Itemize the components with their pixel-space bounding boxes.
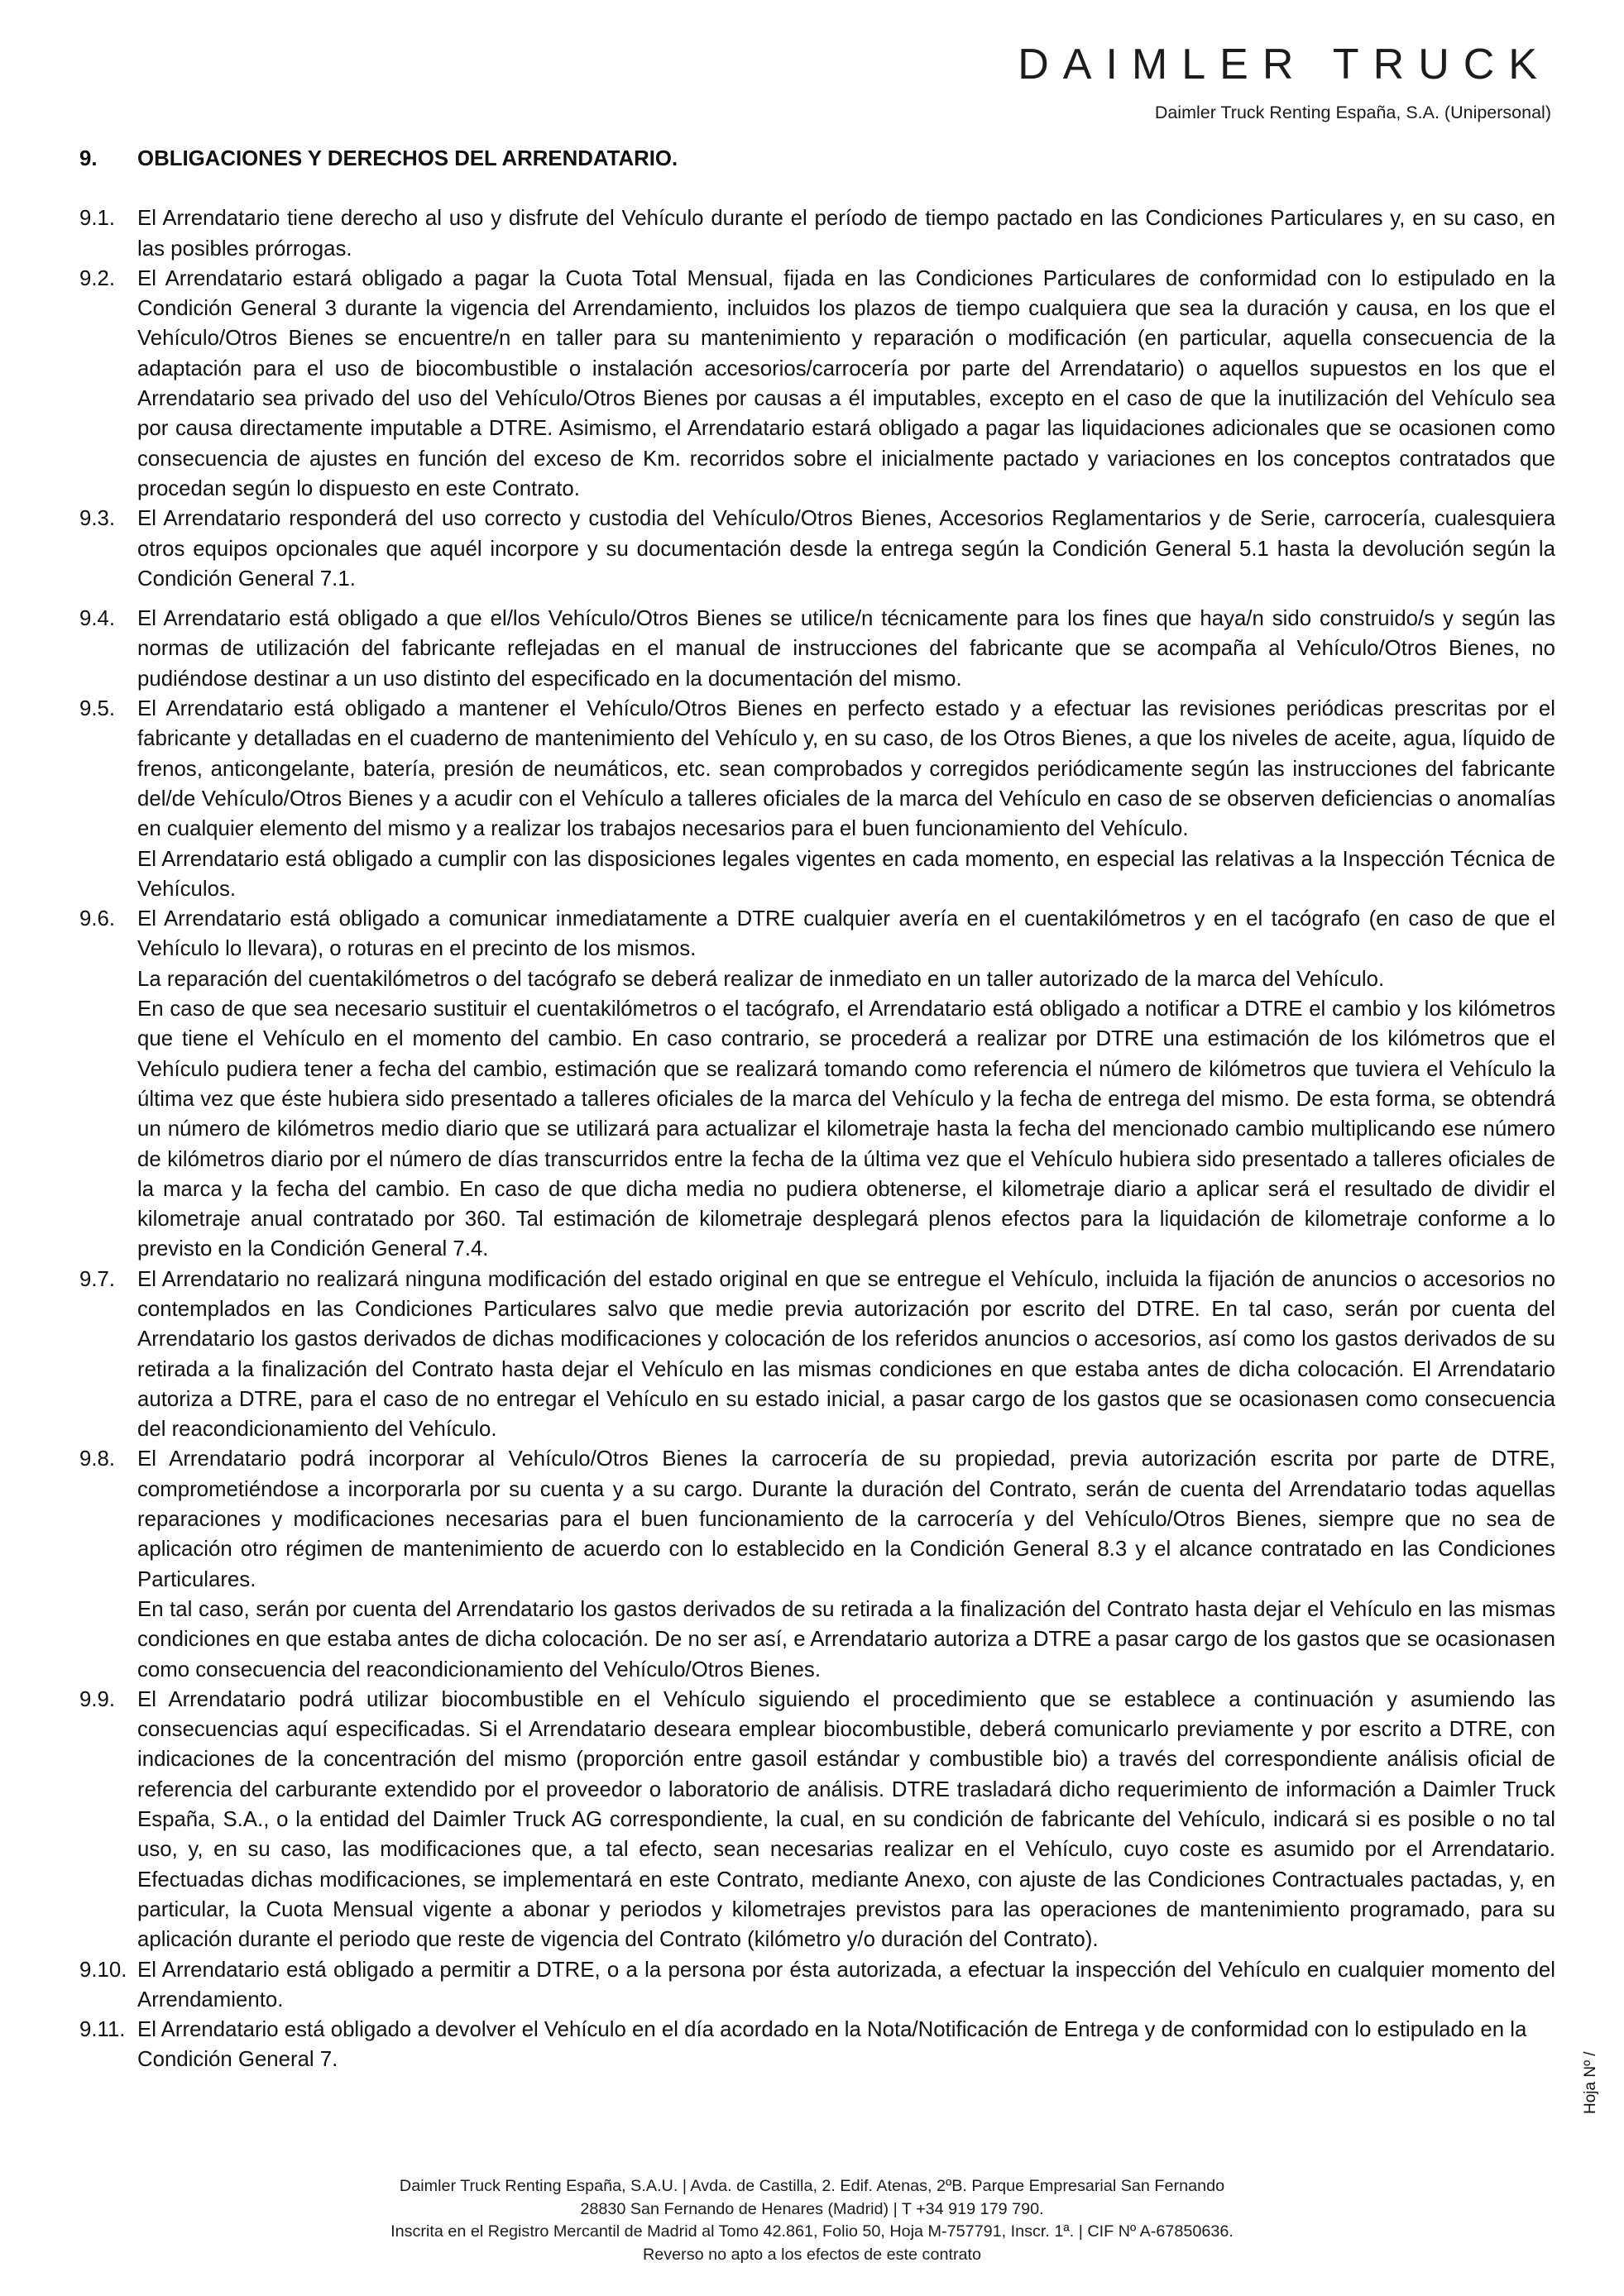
clause-text: El Arrendatario no realizará ninguna modificación del estado original en que se entregue el Vehículo, incluida la fijación de anuncios o accesorios no contemplados en las Condiciones Particulares salvo que medie previa autorización por escrito del DTRE. En tal caso, serán por cuenta del Arrendatario los gastos derivados de dichas modificaciones y colocación de los referidos anuncios o accesorios, así como los gastos derivados de su retirada a la finalización del Contrato hasta dejar el Vehículo en las mismas condiciones en que estaba antes de dicha colocación. El Arrendatario autoriza a DTRE, para el caso de no entregar el Vehículo en su estado inicial, a pasar cargo de los gastos que se ocasionasen como consecuencia del reacondicionamiento del Vehículo.: [137, 1267, 1555, 1442]
footer-contact-line: 28830 San Fernando de Henares (Madrid) | T +34 919 179 790.: [580, 2199, 1044, 2218]
page-footer: [0, 2175, 1624, 2266]
footer-registry-line: Inscrita en el Registro Mercantil de Madrid al Tomo 42.861, Folio 50, Hoja M-757791, Inscr. 1ª. | CIF Nº A-67850636.: [390, 2222, 1234, 2241]
clause-number: 9.11.: [79, 2018, 126, 2042]
clause-number: 9.4.: [79, 607, 116, 631]
clause-9-10: [79, 1955, 1555, 2016]
clause-text: El Arrendatario está obligado a comunicar inmediatamente a DTRE cualquier avería en el cuentakilómetros y en el tacógrafo (en caso de que el Vehículo lo llevara), o roturas en el precinto de los mismos.: [137, 907, 1555, 961]
clause-9-2: [79, 264, 1555, 504]
clause-9-4: [79, 604, 1555, 694]
clause-text: El Arrendatario está obligado a devolver el Vehículo en el día acordado en la Nota/Notificación de Entrega y de conformidad con lo estipulado en la Condición General 7.: [137, 2018, 1527, 2072]
clause-text: El Arrendatario está obligado a mantener el Vehículo/Otros Bienes en perfecto estado y a efectuar las revisiones periódicas prescritas por el fabricante y detalladas en el cuaderno de mantenimiento del Vehículo y, en su caso, de los Otros Bienes, a que los niveles de aceite, agua, líquido de frenos, anticongelante, batería, presión de neumáticos, etc. sean comprobados y corregidos periódicamente según las instrucciones del fabricante del/de Vehículo/Otros Bienes y a acudir con el Vehículo a talleres oficiales de la marca del Vehículo en caso de se observen deficiencias o anomalías en cualquier elemento del mismo y a realizar los trabajos necesarios para el buen funcionamiento del Vehículo.: [137, 697, 1555, 841]
footer-disclaimer: Reverso no apto a los efectos de este contrato: [642, 2245, 982, 2264]
document-body: [79, 144, 1555, 2075]
clause-number: 9.2.: [79, 266, 116, 290]
clause-text: El Arrendatario está obligado a que el/los Vehículo/Otros Bienes se utilice/n técnicamente para los fines que haya/n sido construido/s y según las normas de utilización del fabricante reflejadas en el manual de instrucciones del fabricante que se acompaña al Vehículo/Otros Bienes, no pudiéndose destinar a un uso distinto del especificado en la documentación del mismo.: [137, 607, 1555, 691]
clause-number: 9.3.: [79, 507, 116, 531]
clause-text: El Arrendatario podrá utilizar biocombustible en el Vehículo siguiendo el procedimiento que se establece a continuación y asumiendo las consecuencias aquí especificadas. Si el Arrendatario deseara emplear biocombustible, deberá comunicarlo previamente y por escrito a DTRE, con indicaciones de la concentración del mismo (proporción entre gasoil estándar y combustible bio) a través del correspondiente análisis oficial de referencia del carburante extendido por el proveedor o laboratorio de análisis. DTRE trasladará dicho requerimiento de información a Daimler Truck España, S.A., o la entidad del Daimler Truck AG correspondiente, la cual, en su condición de fabricante del Vehículo, indicará si es posible o no tal uso, y, en su caso, las modificaciones que, a tal efecto, sean necesarias realizar en el Vehículo, cuyo coste es asumido por el Arrendatario. Efectuadas dichas modificaciones, se implementará en este Contrato, mediante Anexo, con ajuste de las Condiciones Contractuales pactadas, y, en particular, la Cuota Mensual vigente a abonar y periodos y kilometrajes previstos para las operaciones de mantenimiento programado, para su aplicación durante el periodo que reste de vigencia del Contrato (kilómetro y/o duración del Contrato).: [137, 1687, 1555, 1952]
section-title: OBLIGACIONES Y DERECHOS DEL ARRENDATARIO.: [137, 147, 678, 170]
clause-number: 9.1.: [79, 207, 116, 231]
clause-9-6: [79, 904, 1555, 1265]
clause-number: 9.9.: [79, 1687, 116, 1711]
footer-address-line: Daimler Truck Renting España, S.A.U. | Avda. de Castilla, 2. Edif. Atenas, 2ºB. Parque Empresarial San Fernando: [399, 2177, 1225, 2195]
clause-text: En caso de que sea necesario sustituir el cuentakilómetros o el tacógrafo, el Arrendatario está obligado a notificar a DTRE el cambio y los kilómetros que tiene el Vehículo en el momento del cambio. En caso contrario, se procederá a realizar por DTRE una estimación de los kilómetros que el Vehículo pudiera tener a fecha del cambio, estimación que se realizará tomando como referencia el número de kilómetros que tuviera el Vehículo la última vez que éste hubiera sido presentado a talleres oficiales de la marca del Vehículo y la fecha de entrega del mismo. De esta forma, se obtendrá un número de kilómetros medio diario que se utilizará para actualizar el kilometraje hasta la fecha del mencionado cambio multiplicando ese número de kilómetros diario por el número de días transcurridos entre la fecha de la última vez que el Vehículo hubiera sido presentado a talleres oficiales de la marca y la fecha del cambio. En caso de que dicha media no pudiera obtenerse, el kilometraje diario a aplicar será el resultado de dividir el kilometraje anual contratado por 360. Tal estimación de kilometraje desplegará plenos efectos para la liquidación de kilometraje conforme a lo previsto en la Condición General 7.4.: [137, 997, 1555, 1261]
section-heading: [79, 144, 1555, 174]
section-number: 9.: [79, 147, 98, 170]
clause-9-7: [79, 1265, 1555, 1445]
clause-number: 9.6.: [79, 907, 116, 931]
company-logo: DAIMLER TRUCK: [1018, 41, 1551, 88]
clause-text: El Arrendatario responderá del uso correcto y custodia del Vehículo/Otros Bienes, Accesorios Reglamentarios y de Serie, carrocería, cualesquiera otros equipos opcionales que aquél incorpore y su documentación desde la entrega según la Condición General 5.1 hasta la devolución según la Condición General 7.1.: [137, 507, 1555, 591]
clause-text: El Arrendatario está obligado a permitir a DTRE, o a la persona por ésta autorizada, a efectuar la inspección del Vehículo en cualquier momento del Arrendamiento.: [137, 1958, 1555, 2011]
clause-number: 9.10.: [79, 1958, 127, 1982]
clause-9-8: [79, 1444, 1555, 1684]
clause-9-11: [79, 2015, 1555, 2075]
clause-number: 9.8.: [79, 1447, 116, 1471]
clause-number: 9.5.: [79, 697, 116, 721]
clause-9-5: [79, 694, 1555, 904]
clause-text: En tal caso, serán por cuenta del Arrendatario los gastos derivados de su retirada a la finalización del Contrato hasta dejar el Vehículo en las mismas condiciones en que estaba antes de dicha colocación. De no ser así, e Arrendatario autoriza a DTRE a pasar cargo de los gastos que se ocasionasen como consecuencia del reacondicionamiento del Vehículo/Otros Bienes.: [137, 1597, 1555, 1681]
company-legal-name: Daimler Truck Renting España, S.A. (Unipersonal): [1154, 103, 1551, 122]
clause-text: El Arrendatario estará obligado a pagar la Cuota Total Mensual, fijada en las Condiciones Particulares de conformidad con lo estipulado en la Condición General 3 durante la vigencia del Arrendamiento, incluidos los plazos de tiempo cualquiera que sea la duración y causa, en los que el Vehículo/Otros Bienes se encuentre/n en taller para su mantenimiento y reparación o modificación (en particular, aquella consecuencia de la adaptación para el uso de biocombustible o instalación accesorios/carrocería por parte del Arrendatario) o aquellos supuestos en los que el Arrendatario sea privado del uso del Vehículo/Otros Bienes por causas a él imputables, excepto en el caso de que la inutilización del Vehículo sea por causa directamente imputable a DTRE. Asimismo, el Arrendatario estará obligado a pagar las liquidaciones adicionales que se ocasionen como consecuencia de ajustes en función del exceso de Km. recorridos sobre el inicialmente pactado y variaciones en los conceptos contratados que procedan según lo dispuesto en este Contrato.: [137, 266, 1555, 500]
clause-text: El Arrendatario podrá incorporar al Vehículo/Otros Bienes la carrocería de su propiedad, previa autorización escrita por parte de DTRE, comprometiéndose a incorporarla por su cuenta y a su cargo. Durante la duración del Contrato, serán de cuenta del Arrendatario todas aquellas reparaciones y modificaciones necesarias para el buen funcionamiento de la carrocería y del Vehículo/Otros Bienes, siempre que no sea de aplicación otro régimen de mantenimiento de acuerdo con lo establecido en la Condición General 8.3 y el alcance contratado en las Condiciones Particulares.: [137, 1447, 1555, 1591]
clause-9-9: [79, 1685, 1555, 1955]
sheet-number-note: Hoja Nº /: [1582, 2051, 1599, 2114]
clause-9-3: [79, 504, 1555, 594]
clause-number: 9.7.: [79, 1267, 116, 1291]
clause-text: El Arrendatario tiene derecho al uso y disfrute del Vehículo durante el período de tiempo pactado en las Condiciones Particulares y, en su caso, en las posibles prórrogas.: [137, 207, 1555, 261]
clause-text: El Arrendatario está obligado a cumplir con las disposiciones legales vigentes en cada momento, en especial las relativas a la Inspección Técnica de Vehículos.: [137, 847, 1555, 901]
clause-9-1: [79, 203, 1555, 264]
clause-text: La reparación del cuentakilómetros o del tacógrafo se deberá realizar de inmediato en un taller autorizado de la marca del Vehículo.: [137, 967, 1385, 991]
